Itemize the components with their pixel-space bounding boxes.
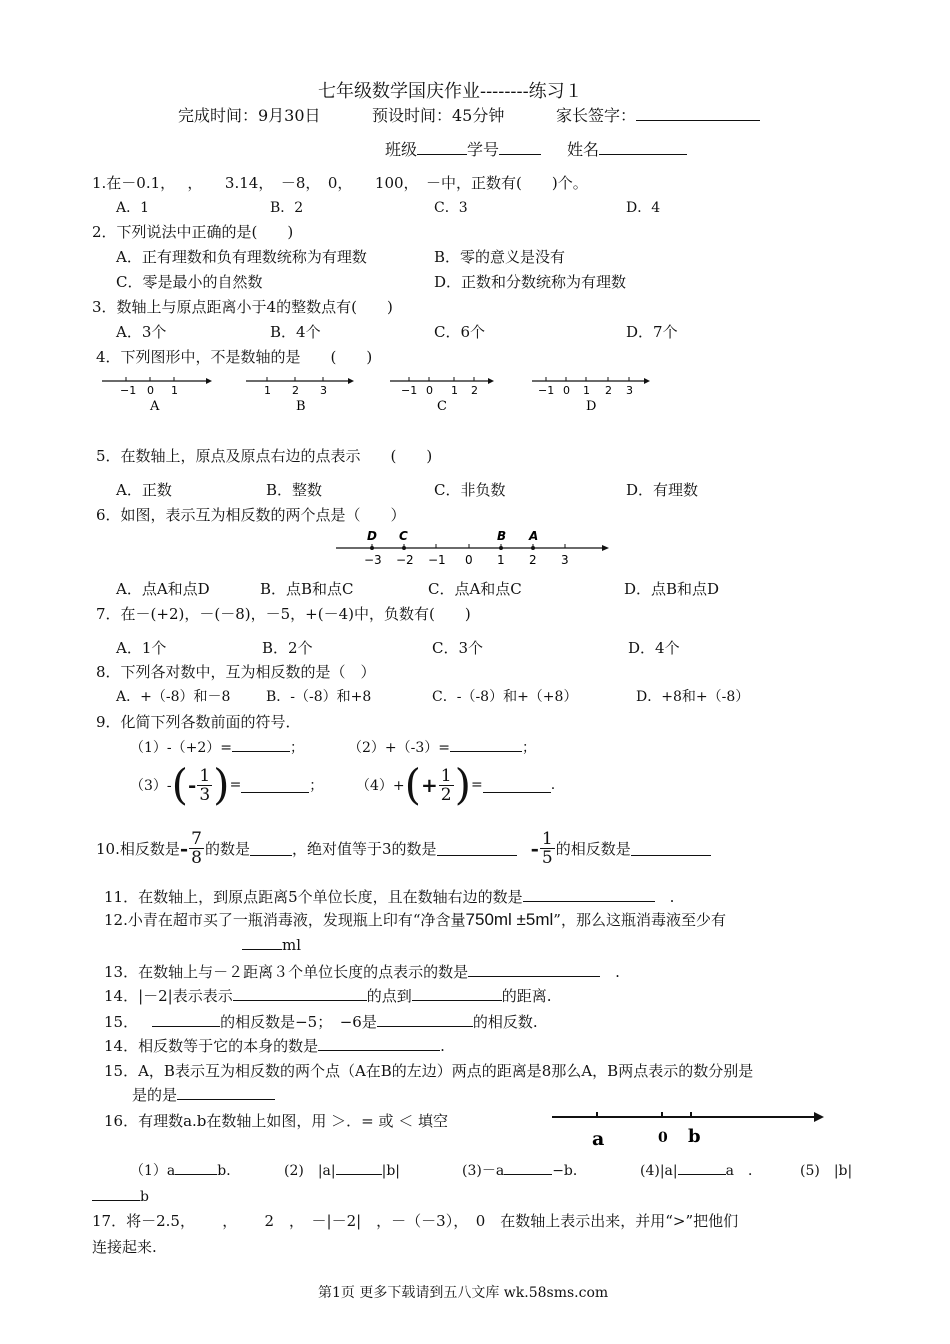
q9-part-1: （1）-（+2）= ； (130, 737, 304, 757)
numerator: 7 (191, 829, 202, 849)
q14a-text-1: 14．|－2|表示表示 (104, 987, 233, 1005)
tick-label: −1 (120, 384, 137, 397)
q16-part-2-end: |b| (381, 1163, 401, 1179)
tick-label: 3 (320, 384, 327, 397)
fraction-one-fifth (540, 830, 555, 867)
q16-part-5-text: (5) |b| (800, 1163, 853, 1179)
tick-label: 1 (451, 384, 458, 397)
q15a-text-3: 的相反数. (472, 1013, 538, 1031)
q17-line-1: 17．将－2.5， ， 2 ， －|－2| ，－（－3）， 0 在数轴上表示出来，并用“>”把他们 (92, 1212, 739, 1230)
origin-label: 0 (658, 1130, 668, 1146)
q12-line-1 (104, 909, 726, 930)
tick-label: 2 (471, 384, 478, 397)
q8-option-a[interactable]: A．+（-8）和－8 (116, 689, 231, 705)
denominator: 5 (541, 848, 553, 868)
tick-label: −2 (396, 553, 414, 567)
q9-part-1-text: （1）-（+2）= (130, 740, 233, 756)
q3-option-a[interactable]: A．3个 (116, 323, 167, 341)
figure-label: A (150, 399, 160, 414)
parent-sign-blank[interactable] (636, 106, 760, 121)
q14a-blank-1[interactable] (233, 986, 367, 1001)
q12-line-2 (242, 935, 301, 954)
q9-part-2-blank[interactable] (450, 737, 522, 752)
q16-part-1 (130, 1160, 240, 1180)
q13-text: 13．在数轴上与－２距离３个单位长度的点表示的数是 (104, 963, 469, 981)
q1-option-b[interactable]: B．2 (270, 200, 304, 216)
q12-blank[interactable] (242, 935, 282, 950)
q6-option-b[interactable]: B．点B和点C (260, 580, 354, 598)
class-blank[interactable] (417, 140, 467, 155)
tick-label: 0 (465, 553, 473, 567)
q2-option-a[interactable]: A．正有理数和负有理数统称为有理数 (116, 248, 367, 266)
q4-figure-a (102, 377, 212, 414)
q3-option-c[interactable]: C．6个 (434, 323, 486, 341)
numerator: 1 (541, 829, 553, 849)
q17-line-2: 连接起来. (92, 1238, 157, 1256)
q15a-blank-2[interactable] (377, 1012, 473, 1027)
q16-part-2-text: (2) |a| (284, 1163, 336, 1179)
figure-label: D (586, 399, 597, 414)
q16-part-2-blank[interactable] (336, 1160, 382, 1175)
tick-label: −1 (538, 384, 555, 397)
tick-label: 0 (147, 384, 154, 397)
q13: 13．在数轴上与－２距离３个单位长度的点表示的数是 . (104, 963, 620, 981)
q16-part-4-text: (4)|a| (640, 1163, 678, 1179)
fraction-seven-eighths (189, 830, 204, 867)
number-blank[interactable] (499, 140, 541, 155)
name-blank[interactable] (599, 140, 687, 155)
parent-sign-label (556, 103, 760, 126)
q9-part-3-prefix: （3）- (130, 778, 172, 794)
q12-amount: 750ml ±5ml (465, 910, 554, 929)
preset-time: 预设时间：45分钟 (372, 106, 505, 125)
left-paren: ( (171, 760, 189, 809)
q5-option-b[interactable]: B．整数 (266, 481, 323, 499)
figure-label: B (296, 399, 306, 414)
q14a-text-2: 的点到 (366, 987, 412, 1005)
q16-number-line (548, 1104, 828, 1150)
q9-part-2: （2）+（-3）= ； (348, 737, 536, 757)
q4-figure-b (246, 377, 354, 414)
q16-part-5-cont (92, 1186, 149, 1205)
q9-part-2-text: （2）+（-3）= (348, 740, 451, 756)
tick-label: −1 (401, 384, 418, 397)
point-a-label: a (592, 1128, 605, 1150)
tick-label: −1 (428, 553, 446, 567)
q16-part-4-end: a ． (725, 1163, 762, 1179)
q7-option-b[interactable]: B．2个 (262, 639, 313, 657)
q11-text: 11．在数轴上，到原点距离5个单位长度，且在数轴右边的数是 (104, 888, 523, 906)
tick-label: 3 (626, 384, 633, 397)
q5-option-d[interactable]: D．有理数 (626, 481, 699, 499)
point-label: A (529, 529, 539, 543)
denominator: 2 (440, 784, 452, 805)
numerator: 1 (440, 765, 452, 786)
point-label: B (497, 529, 507, 543)
tick-label: 2 (529, 553, 537, 567)
fraction-one-third (197, 767, 212, 804)
q16-part-5-blank[interactable] (92, 1186, 140, 1201)
q15b-blank[interactable] (177, 1085, 275, 1100)
q14b-text: 14．相反数等于它的本身的数是 (104, 1037, 319, 1055)
q2-option-b[interactable]: B．零的意义是没有 (434, 248, 566, 266)
q16-part-2 (284, 1160, 400, 1180)
q10-blank-1[interactable] (250, 841, 292, 856)
q10: 10.相反数是- $\frac{7}{8}$ 的数是 ，绝对值等于3的数是 - $\frac{1}{5}$ 的相反数是 (96, 830, 711, 867)
point-b-label: b (688, 1126, 701, 1147)
q3-stem: 3．数轴上与原点距离小于4的整数点有( ) (92, 298, 393, 316)
q10-prefix: 10.相反数是 (96, 840, 180, 858)
q6-option-d[interactable]: D．点B和点D (624, 580, 720, 598)
minus-sign: - (188, 773, 197, 797)
q9-part-4-blank[interactable] (483, 778, 551, 793)
q4-figure-d (532, 377, 650, 414)
denominator: 8 (191, 848, 202, 868)
tick-label: 2 (292, 384, 299, 397)
q15b-line-2 (132, 1084, 275, 1105)
q15b-text: 是的是 (132, 1086, 178, 1104)
q3-option-d[interactable]: D．7个 (626, 323, 678, 341)
q6-option-c[interactable]: C．点A和点C (428, 580, 522, 598)
q16-part-3-end: −b． (552, 1163, 587, 1179)
q10-blank-3[interactable] (631, 841, 711, 856)
q16-part-1-end: b． (217, 1163, 241, 1179)
q16-part-3-text: (3)－a (462, 1163, 505, 1179)
q16-part-1-blank[interactable] (175, 1160, 217, 1175)
page-title: 七年级数学国庆作业--------练习１ (318, 81, 583, 102)
class-label: 班级 (385, 140, 418, 159)
q16-part-4-blank[interactable] (678, 1160, 726, 1175)
right-paren: ) (454, 760, 472, 809)
q15a-text-2: 的相反数是−5； −6是 (220, 1013, 377, 1031)
fraction-one-half (439, 767, 454, 804)
q11: 11．在数轴上，到原点距离5个单位长度，且在数轴右边的数是 . (104, 888, 675, 906)
q10-mid-3: 的相反数是 (555, 840, 631, 858)
q4-stem: 4．下列图形中，不是数轴的是 ( ) (96, 348, 373, 366)
student-info (385, 137, 687, 160)
q6-stem: 6．如图，表示互为相反数的两个点是（ ） (96, 506, 406, 524)
q5-stem: 5．在数轴上，原点及原点右边的点表示 ( ) (96, 447, 433, 465)
q1-stem: 1.在－0.1， ， 3.14， －8， 0， 100， －中，正数有( )个。 (92, 174, 588, 192)
right-paren: ) (213, 760, 230, 809)
q14b: 14．相反数等于它的本身的数是 . (104, 1037, 445, 1055)
q7-option-d[interactable]: D．4个 (628, 639, 680, 657)
q10-mid-1: 的数是 (205, 840, 251, 858)
numerator: 1 (199, 765, 211, 786)
q9-part-4: （4）+(+ $\frac{1}{2}$ )= . (356, 760, 556, 809)
q9-part-3: （3）-(- $\frac{1}{3}$ )= ； (130, 760, 324, 809)
q16-part-3-blank[interactable] (504, 1160, 552, 1175)
q14a-text-3: 的距离. (501, 987, 552, 1005)
point-label: C (399, 529, 408, 543)
tick-label: 3 (561, 553, 569, 567)
q1-option-a[interactable]: A．1 (116, 200, 150, 216)
q16-part-4 (640, 1160, 762, 1180)
q15b-line-1: 15．A，B表示互为相反数的两个点（A在B的左边）两点的距离是8那么A，B两点表示的数分别是 (104, 1062, 754, 1080)
q16-part-5 (800, 1160, 852, 1180)
q7-option-a[interactable]: A．1个 (116, 639, 167, 657)
q14b-blank[interactable] (318, 1036, 440, 1051)
q12-text: 12.小青在超市买了一瓶消毒液，发现瓶上印有“净含量 (104, 911, 466, 929)
tick-label: 0 (426, 384, 433, 397)
q14a-blank-2[interactable] (412, 986, 502, 1001)
q16-part-5-end: b (140, 1189, 149, 1205)
q1-option-c[interactable]: C．3 (434, 200, 468, 216)
q6-option-a[interactable]: A．点A和点D (116, 580, 210, 598)
denominator: 3 (199, 784, 211, 805)
q5-option-c[interactable]: C．非负数 (434, 481, 506, 499)
q9-part-1-blank[interactable] (232, 737, 290, 752)
q9-part-3-blank[interactable] (241, 778, 309, 793)
tick-label: 1 (497, 553, 505, 567)
q2-option-d[interactable]: D．正数和分数统称为有理数 (434, 273, 627, 291)
q13-blank[interactable] (468, 962, 600, 977)
q10-mid-2: ，绝对值等于3的数是 (292, 840, 437, 858)
q1-option-d[interactable]: D．4 (626, 200, 661, 216)
plus-sign: + (421, 773, 438, 797)
q5-option-a[interactable]: A．正数 (116, 481, 172, 499)
name-label: 姓名 (567, 140, 600, 159)
q15a (104, 1011, 538, 1032)
q16-part-3 (462, 1160, 587, 1180)
q8-stem: 8．下列各对数中，互为相反数的是（ ） (96, 663, 376, 681)
q2-option-c[interactable]: C．零是最小的自然数 (116, 273, 263, 291)
tick-label: 1 (583, 384, 590, 397)
q4-figures (96, 368, 676, 418)
q4-figure-c (390, 377, 494, 414)
q16-part-1-text: （1）a (130, 1163, 176, 1179)
q8-option-c[interactable]: C．-（-8）和+（+8） (432, 689, 578, 705)
figure-label: C (437, 399, 447, 414)
q3-option-b[interactable]: B．4个 (270, 323, 321, 341)
point-label: D (367, 529, 377, 543)
q8-option-b[interactable]: B．-（-8）和+8 (266, 689, 372, 705)
q15a-blank-1[interactable] (152, 1012, 220, 1027)
q10-blank-2[interactable] (437, 841, 517, 856)
q9-stem: 9．化简下列各数前面的符号． (96, 713, 301, 731)
q14a (104, 985, 552, 1006)
q2-stem: 2．下列说法中正确的是( ) (92, 223, 294, 241)
q15a-text-1: 15． (104, 1013, 139, 1031)
tick-label: 1 (264, 384, 271, 397)
q8-option-d[interactable]: D．+8和+（-8） (636, 689, 750, 705)
left-paren: ( (404, 760, 422, 809)
tick-label: 0 (563, 384, 570, 397)
q7-option-c[interactable]: C．3个 (432, 639, 484, 657)
page-footer: 第1页 更多下载请到五八文库 wk.58sms.com (318, 1285, 609, 1301)
tick-label: 1 (171, 384, 178, 397)
q12-text-end: ”，那么这瓶消毒液至少有 (553, 911, 726, 929)
tick-label: 2 (605, 384, 612, 397)
q7-stem: 7．在－(+2)，－(－8)，－5，+(－4)中，负数有( ) (96, 605, 471, 623)
parent-sign-text: 家长签字： (556, 106, 637, 125)
number-label: 学号 (467, 140, 500, 159)
tick-label: −3 (364, 553, 382, 567)
finish-time: 完成时间：9月30日 (178, 106, 321, 125)
q16-stem: 16．有理数a.b在数轴上如图，用 ＞．= 或 ＜ 填空 (104, 1112, 449, 1130)
q9-part-4-prefix: （4）+ (356, 778, 405, 794)
q6-number-line (332, 527, 614, 571)
q12-unit: ml (282, 936, 302, 954)
q11-blank[interactable] (523, 887, 655, 902)
